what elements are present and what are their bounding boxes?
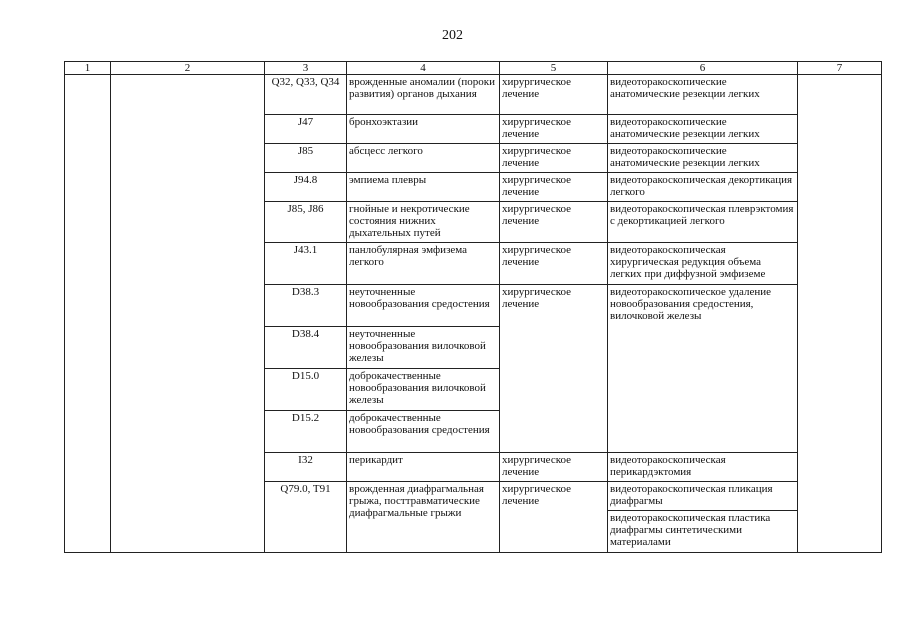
- diagnosis-code: Q32, Q33, Q34: [265, 75, 347, 115]
- table-row: [65, 75, 882, 115]
- condition-cell: неуточненные новообразования средостения: [347, 285, 500, 327]
- treatment-cell: хирургическое лечение: [500, 243, 608, 285]
- method-cell: видеоторакоскопическое удаление новообразования средостения, вилочковой железы: [608, 285, 798, 453]
- condition-cell: абсцесс легкого: [347, 144, 500, 173]
- method-cell: видеоторакоскопические анатомические резекции легких: [608, 75, 798, 115]
- column-number: 7: [798, 62, 882, 75]
- diagnosis-code: J43.1: [265, 243, 347, 285]
- treatment-cell: хирургическое лечение: [500, 115, 608, 144]
- column-number: 2: [111, 62, 265, 75]
- column-number: 3: [265, 62, 347, 75]
- diagnosis-code: J85: [265, 144, 347, 173]
- method-cell: видеоторакоскопические анатомические резекции легких: [608, 115, 798, 144]
- diagnosis-code: I32: [265, 453, 347, 482]
- condition-cell: эмпиема плевры: [347, 173, 500, 202]
- treatment-cell: хирургическое лечение: [500, 144, 608, 173]
- diagnosis-code: D38.4: [265, 327, 347, 369]
- treatment-cell: хирургическое лечение: [500, 202, 608, 243]
- treatment-cell: хирургическое лечение: [500, 453, 608, 482]
- treatment-cell: хирургическое лечение: [500, 75, 608, 115]
- condition-cell: доброкачественные новообразования вилочковой железы: [347, 369, 500, 411]
- method-cell: видеоторакоскопическая декортикация легкого: [608, 173, 798, 202]
- condition-cell: врожденная диафрагмальная грыжа, посттравматические диафрагмальные грыжи: [347, 482, 500, 553]
- diagnosis-code: J85, J86: [265, 202, 347, 243]
- condition-cell: бронхоэктазии: [347, 115, 500, 144]
- diagnosis-code: J94.8: [265, 173, 347, 202]
- diagnosis-code: D15.2: [265, 411, 347, 453]
- page-number: 202: [442, 28, 463, 43]
- treatment-cell: хирургическое лечение: [500, 285, 608, 453]
- method-cell: видеоторакоскопическая перикардэктомия: [608, 453, 798, 482]
- empty-cell-col1: [65, 75, 111, 553]
- method-cell: видеоторакоскопическая пластика диафрагмы синтетическими материалами: [608, 511, 798, 553]
- empty-cell-col7: [798, 75, 882, 553]
- method-cell: видеоторакоскопические анатомические резекции легких: [608, 144, 798, 173]
- condition-cell: перикардит: [347, 453, 500, 482]
- diagnosis-code: J47: [265, 115, 347, 144]
- condition-cell: врожденные аномалии (пороки развития) органов дыхания: [347, 75, 500, 115]
- diagnosis-code: D15.0: [265, 369, 347, 411]
- method-cell: видеоторакоскопическая пликация диафрагмы: [608, 482, 798, 511]
- diagnosis-code: D38.3: [265, 285, 347, 327]
- condition-cell: панлобулярная эмфизема легкого: [347, 243, 500, 285]
- column-number: 5: [500, 62, 608, 75]
- empty-cell-col2: [111, 75, 265, 553]
- diagnosis-code: Q79.0, T91: [265, 482, 347, 553]
- method-cell: видеоторакоскопическая хирургическая редукция объема легких при диффузной эмфиземе: [608, 243, 798, 285]
- treatment-cell: хирургическое лечение: [500, 173, 608, 202]
- column-numbers-row: [65, 62, 882, 75]
- condition-cell: неуточненные новообразования вилочковой железы: [347, 327, 500, 369]
- column-number: 6: [608, 62, 798, 75]
- method-cell: видеоторакоскопическая плеврэктомия с декортикацией легкого: [608, 202, 798, 243]
- procedures-table: [64, 61, 882, 553]
- column-number: 1: [65, 62, 111, 75]
- treatment-cell: хирургическое лечение: [500, 482, 608, 553]
- condition-cell: доброкачественные новообразования средостения: [347, 411, 500, 453]
- condition-cell: гнойные и некротические состояния нижних дыхательных путей: [347, 202, 500, 243]
- column-number: 4: [347, 62, 500, 75]
